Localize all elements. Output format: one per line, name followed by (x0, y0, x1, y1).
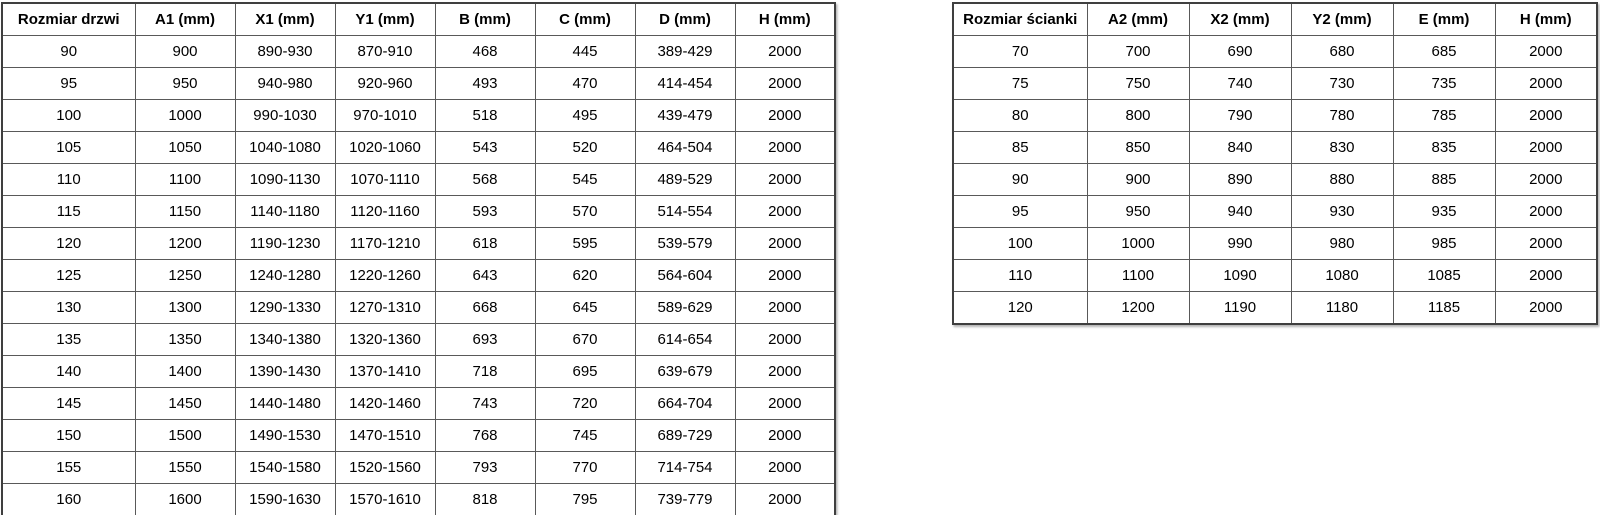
table-row (2, 196, 835, 228)
table-cell: 720 (535, 388, 635, 420)
table-cell: 1190 (1189, 292, 1291, 325)
table-cell: 739-779 (635, 484, 735, 515)
table-cell: 595 (535, 228, 635, 260)
table-cell: 670 (535, 324, 635, 356)
table-row (2, 68, 835, 100)
table-cell: 115 (2, 196, 135, 228)
table-cell: 2000 (735, 132, 835, 164)
table-cell: 770 (535, 452, 635, 484)
table-cell: 1540-1580 (235, 452, 335, 484)
table-cell: 664-704 (635, 388, 735, 420)
table-row (953, 164, 1597, 196)
table-cell: 100 (2, 100, 135, 132)
table-row (2, 132, 835, 164)
table-cell: 2000 (1495, 68, 1597, 100)
table-cell: 1420-1460 (335, 388, 435, 420)
wall-sizes-table (952, 2, 1598, 325)
table-cell: 495 (535, 100, 635, 132)
column-header: C (mm) (535, 3, 635, 36)
table-cell: 620 (535, 260, 635, 292)
table-cell: 135 (2, 324, 135, 356)
table-row (953, 132, 1597, 164)
table-cell: 1100 (1087, 260, 1189, 292)
table-row (2, 260, 835, 292)
table-cell: 1180 (1291, 292, 1393, 325)
table-cell: 2000 (1495, 228, 1597, 260)
table-cell: 414-454 (635, 68, 735, 100)
table-cell: 890-930 (235, 36, 335, 68)
table-cell: 890 (1189, 164, 1291, 196)
table-cell: 793 (435, 452, 535, 484)
table-cell: 990-1030 (235, 100, 335, 132)
table-cell: 564-604 (635, 260, 735, 292)
table-cell: 690 (1189, 36, 1291, 68)
table-cell: 568 (435, 164, 535, 196)
table-cell: 2000 (735, 324, 835, 356)
column-header: D (mm) (635, 3, 735, 36)
table-cell: 985 (1393, 228, 1495, 260)
table-cell: 140 (2, 356, 135, 388)
table-cell: 1250 (135, 260, 235, 292)
table-cell: 155 (2, 452, 135, 484)
table-cell: 920-960 (335, 68, 435, 100)
table-cell: 520 (535, 132, 635, 164)
table-cell: 800 (1087, 100, 1189, 132)
table-cell: 85 (953, 132, 1087, 164)
table-cell: 668 (435, 292, 535, 324)
table-cell: 870-910 (335, 36, 435, 68)
table-cell: 2000 (1495, 36, 1597, 68)
table-row (953, 100, 1597, 132)
table-cell: 785 (1393, 100, 1495, 132)
table-cell: 2000 (1495, 260, 1597, 292)
table-cell: 160 (2, 484, 135, 515)
table-cell: 1150 (135, 196, 235, 228)
table-cell: 2000 (735, 356, 835, 388)
table-cell: 518 (435, 100, 535, 132)
table-row (953, 36, 1597, 68)
table-cell: 750 (1087, 68, 1189, 100)
table-cell: 445 (535, 36, 635, 68)
table-cell: 470 (535, 68, 635, 100)
table-cell: 1370-1410 (335, 356, 435, 388)
table-cell: 714-754 (635, 452, 735, 484)
table-cell: 840 (1189, 132, 1291, 164)
table-cell: 790 (1189, 100, 1291, 132)
table-cell: 1200 (1087, 292, 1189, 325)
table-cell: 2000 (735, 260, 835, 292)
header-row (953, 3, 1597, 36)
table-cell: 818 (435, 484, 535, 515)
table-cell: 2000 (1495, 164, 1597, 196)
table-cell: 2000 (735, 228, 835, 260)
table-cell: 1000 (1087, 228, 1189, 260)
table-cell: 389-429 (635, 36, 735, 68)
table-cell: 1140-1180 (235, 196, 335, 228)
table-cell: 1090 (1189, 260, 1291, 292)
table-cell: 2000 (735, 36, 835, 68)
column-header: X2 (mm) (1189, 3, 1291, 36)
table-row (2, 324, 835, 356)
column-header: Y1 (mm) (335, 3, 435, 36)
table-cell: 1185 (1393, 292, 1495, 325)
table-cell: 539-579 (635, 228, 735, 260)
table-cell: 130 (2, 292, 135, 324)
table-cell: 1590-1630 (235, 484, 335, 515)
table-cell: 1220-1260 (335, 260, 435, 292)
table-cell: 740 (1189, 68, 1291, 100)
table-cell: 940-980 (235, 68, 335, 100)
table-cell: 1320-1360 (335, 324, 435, 356)
table-cell: 1000 (135, 100, 235, 132)
table-cell: 1240-1280 (235, 260, 335, 292)
table-cell: 830 (1291, 132, 1393, 164)
column-header: X1 (mm) (235, 3, 335, 36)
column-header: Rozmiar drzwi (2, 3, 135, 36)
table-cell: 1270-1310 (335, 292, 435, 324)
table-cell: 2000 (735, 420, 835, 452)
table-cell: 464-504 (635, 132, 735, 164)
table-row (2, 356, 835, 388)
table-cell: 718 (435, 356, 535, 388)
table-row (953, 292, 1597, 325)
table-cell: 1085 (1393, 260, 1495, 292)
table-cell: 1390-1430 (235, 356, 335, 388)
table-cell: 1120-1160 (335, 196, 435, 228)
table-cell: 645 (535, 292, 635, 324)
table-cell: 930 (1291, 196, 1393, 228)
table-row (2, 228, 835, 260)
table-row (2, 100, 835, 132)
table-cell: 545 (535, 164, 635, 196)
table-cell: 850 (1087, 132, 1189, 164)
column-header: A2 (mm) (1087, 3, 1189, 36)
table-row (2, 164, 835, 196)
table-cell: 125 (2, 260, 135, 292)
table-cell: 980 (1291, 228, 1393, 260)
table-cell: 2000 (735, 292, 835, 324)
table-cell: 950 (135, 68, 235, 100)
table-cell: 2000 (735, 388, 835, 420)
table-cell: 105 (2, 132, 135, 164)
table-cell: 614-654 (635, 324, 735, 356)
table-cell: 75 (953, 68, 1087, 100)
table-cell: 935 (1393, 196, 1495, 228)
table-cell: 745 (535, 420, 635, 452)
table-cell: 439-479 (635, 100, 735, 132)
table-cell: 70 (953, 36, 1087, 68)
table-cell: 1050 (135, 132, 235, 164)
column-header: E (mm) (1393, 3, 1495, 36)
table-cell: 1290-1330 (235, 292, 335, 324)
table-cell: 145 (2, 388, 135, 420)
table-cell: 1550 (135, 452, 235, 484)
table-cell: 493 (435, 68, 535, 100)
table-cell: 970-1010 (335, 100, 435, 132)
table-cell: 95 (953, 196, 1087, 228)
table-row (2, 452, 835, 484)
table-row (953, 196, 1597, 228)
table-row (953, 68, 1597, 100)
table-cell: 685 (1393, 36, 1495, 68)
table-cell: 735 (1393, 68, 1495, 100)
table-cell: 730 (1291, 68, 1393, 100)
table-cell: 950 (1087, 196, 1189, 228)
column-header: H (mm) (735, 3, 835, 36)
table-cell: 1190-1230 (235, 228, 335, 260)
table-cell: 1350 (135, 324, 235, 356)
table-row (2, 388, 835, 420)
table-cell: 1070-1110 (335, 164, 435, 196)
table-cell: 80 (953, 100, 1087, 132)
column-header: Rozmiar ścianki (953, 3, 1087, 36)
table-cell: 2000 (1495, 100, 1597, 132)
table-cell: 1400 (135, 356, 235, 388)
table-row (2, 292, 835, 324)
table-cell: 120 (953, 292, 1087, 325)
table-row (2, 420, 835, 452)
table-cell: 593 (435, 196, 535, 228)
table-cell: 885 (1393, 164, 1495, 196)
table-cell: 700 (1087, 36, 1189, 68)
table-cell: 2000 (735, 452, 835, 484)
table-cell: 110 (953, 260, 1087, 292)
table-cell: 95 (2, 68, 135, 100)
table-cell: 693 (435, 324, 535, 356)
table-cell: 618 (435, 228, 535, 260)
table-cell: 768 (435, 420, 535, 452)
table-cell: 2000 (1495, 196, 1597, 228)
table-row (953, 260, 1597, 292)
table-cell: 1500 (135, 420, 235, 452)
table-cell: 90 (2, 36, 135, 68)
table-cell: 150 (2, 420, 135, 452)
table-cell: 900 (1087, 164, 1189, 196)
table-cell: 1020-1060 (335, 132, 435, 164)
table-cell: 1090-1130 (235, 164, 335, 196)
header-row (2, 3, 835, 36)
table-cell: 695 (535, 356, 635, 388)
table-cell: 2000 (735, 68, 835, 100)
column-header: Y2 (mm) (1291, 3, 1393, 36)
table-cell: 2000 (1495, 292, 1597, 325)
table-cell: 1470-1510 (335, 420, 435, 452)
column-header: A1 (mm) (135, 3, 235, 36)
table-cell: 639-679 (635, 356, 735, 388)
table-cell: 1100 (135, 164, 235, 196)
table-cell: 2000 (1495, 132, 1597, 164)
table-cell: 543 (435, 132, 535, 164)
door-sizes-table (1, 2, 836, 515)
table-cell: 1080 (1291, 260, 1393, 292)
table-cell: 880 (1291, 164, 1393, 196)
table-cell: 1520-1560 (335, 452, 435, 484)
table-cell: 1170-1210 (335, 228, 435, 260)
table-cell: 1340-1380 (235, 324, 335, 356)
table-cell: 1200 (135, 228, 235, 260)
table-cell: 100 (953, 228, 1087, 260)
table-cell: 2000 (735, 484, 835, 515)
table-cell: 110 (2, 164, 135, 196)
table-cell: 570 (535, 196, 635, 228)
table-cell: 1450 (135, 388, 235, 420)
table-cell: 940 (1189, 196, 1291, 228)
table-cell: 743 (435, 388, 535, 420)
table-row (2, 484, 835, 515)
table-cell: 990 (1189, 228, 1291, 260)
table-cell: 680 (1291, 36, 1393, 68)
table-cell: 689-729 (635, 420, 735, 452)
table-cell: 2000 (735, 100, 835, 132)
table-cell: 1300 (135, 292, 235, 324)
table-row (2, 36, 835, 68)
table-cell: 643 (435, 260, 535, 292)
table-cell: 514-554 (635, 196, 735, 228)
table-cell: 489-529 (635, 164, 735, 196)
table-cell: 2000 (735, 164, 835, 196)
table-cell: 589-629 (635, 292, 735, 324)
table-cell: 120 (2, 228, 135, 260)
table-cell: 1600 (135, 484, 235, 515)
column-header: H (mm) (1495, 3, 1597, 36)
table-cell: 1440-1480 (235, 388, 335, 420)
table-row (953, 228, 1597, 260)
table-cell: 1490-1530 (235, 420, 335, 452)
table-cell: 1040-1080 (235, 132, 335, 164)
column-header: B (mm) (435, 3, 535, 36)
table-cell: 900 (135, 36, 235, 68)
table-cell: 795 (535, 484, 635, 515)
table-cell: 2000 (735, 196, 835, 228)
table-cell: 835 (1393, 132, 1495, 164)
table-cell: 1570-1610 (335, 484, 435, 515)
table-cell: 468 (435, 36, 535, 68)
table-cell: 90 (953, 164, 1087, 196)
table-cell: 780 (1291, 100, 1393, 132)
